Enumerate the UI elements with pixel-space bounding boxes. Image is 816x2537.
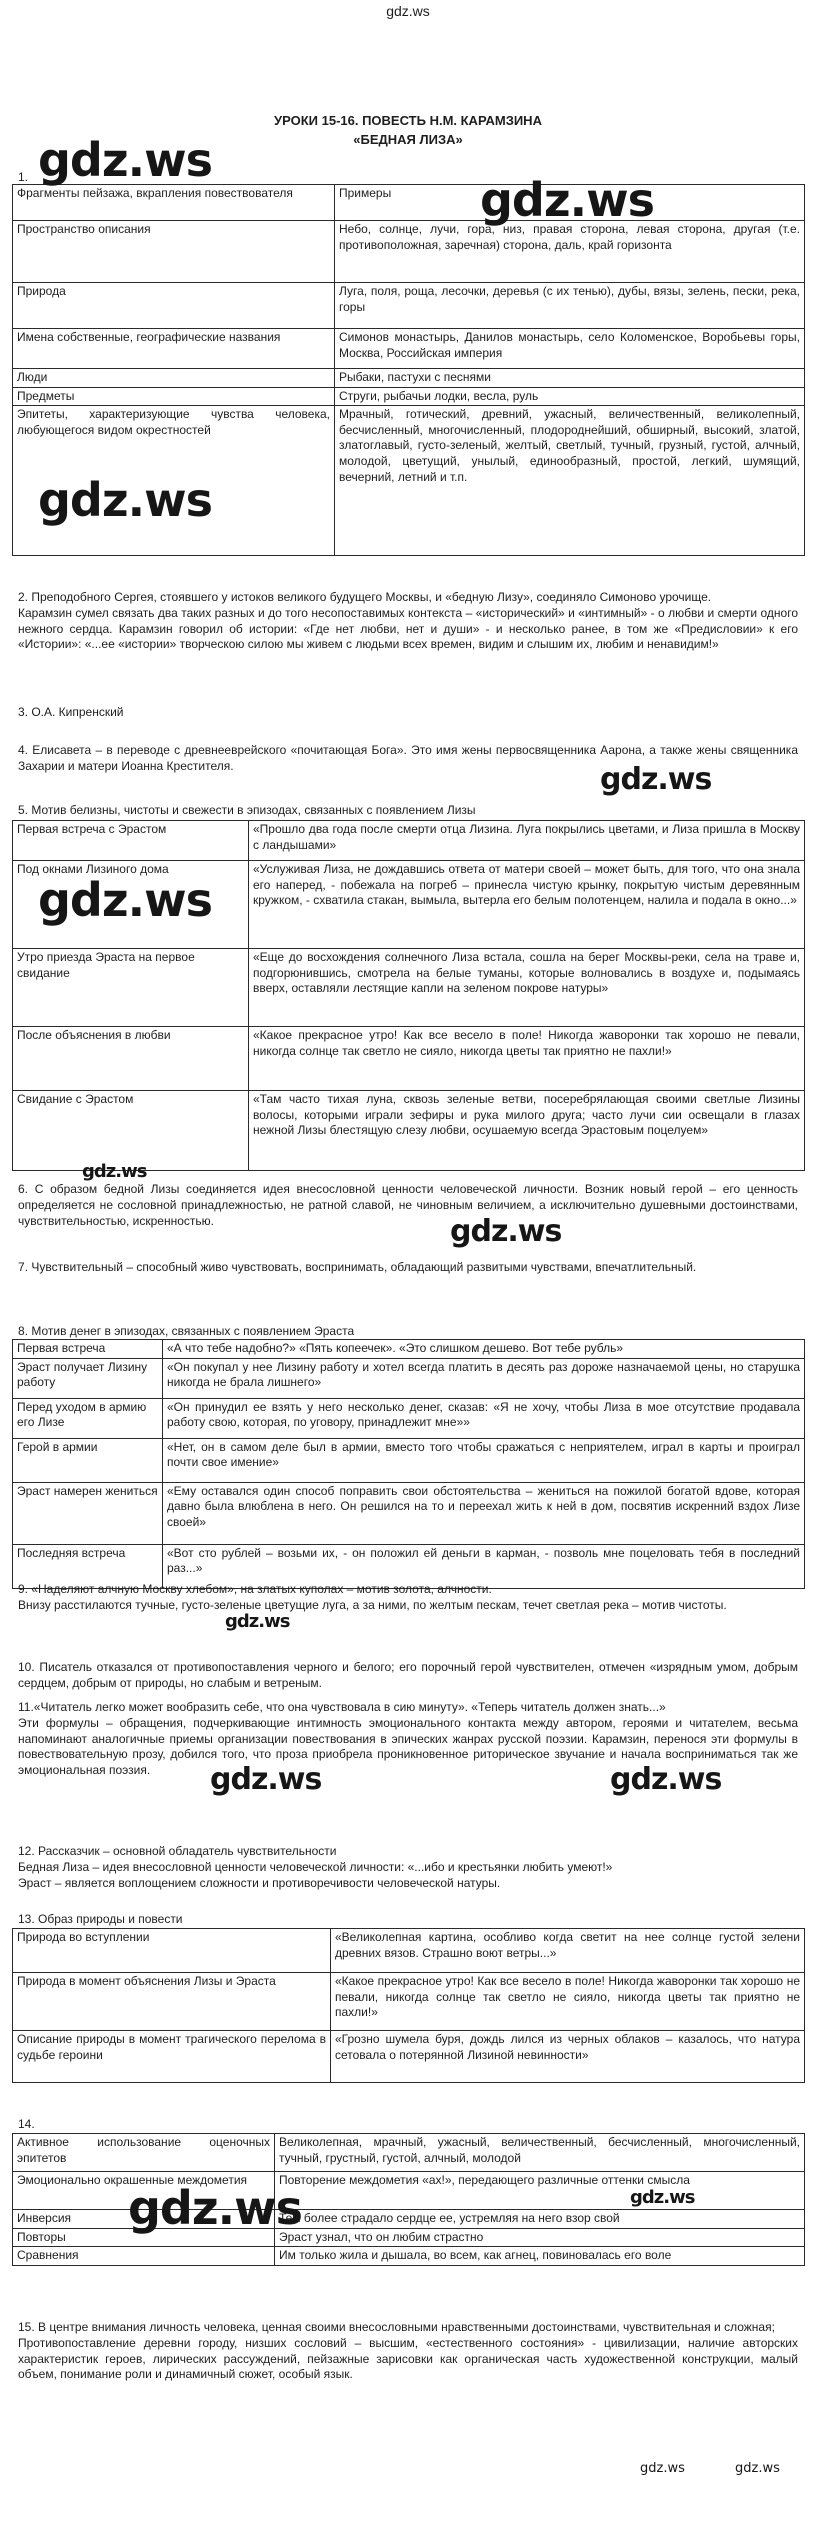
table-row: [13, 283, 805, 329]
page-subtitle: «БЕДНАЯ ЛИЗА»: [353, 132, 463, 147]
table-row: [13, 1398, 805, 1438]
table-cell: Тем более страдало сердце ее, устремляя на него взор свой: [275, 2210, 805, 2229]
table-row: [13, 1973, 805, 2031]
table-cell: Небо, солнце, лучи, гора, низ, правая сторона, левая сторона, другая (т.е. противоположная, заречная) сторона, даль, край горизонта: [335, 221, 805, 283]
table-row: [13, 329, 805, 369]
table-cell: «А что тебе надобно?» «Пять копеечек». «Это слишком дешево. Вот тебе рубль»: [163, 1340, 805, 1359]
watermark-logo: gdz.ws: [450, 1214, 562, 1249]
q7-text: 7. Чувствительный – способный живо чувствовать, воспринимать, обладающий развитыми чувствами, впечатлительный.: [18, 1260, 697, 1274]
table-header-cell: Фрагменты пейзажа, вкрапления повествователя: [13, 185, 335, 221]
table-row: [13, 1482, 805, 1544]
table-row: [13, 1340, 805, 1359]
table-cell: «Еще до восхождения солнечного Лиза встала, сошла на берег Москвы-реки, села на траве и, подгорюнившись, смотрела на белые туманы, которые волновались в воздухе и, подымаясь вверх, оставляли лестящие капли на зеленом покрове натуры»: [249, 949, 805, 1027]
table-cell: «Великолепная картина, особливо когда светит на нее солнце густой зелени древних вязов. Страшно воют ветры...»: [331, 1929, 805, 1973]
watermark-logo: gdz.ws: [38, 473, 212, 527]
table-cell: Последняя встреча: [13, 1544, 163, 1588]
q6-text: 6. С образом бедной Лизы соединяется идея внесословной ценности человеческой личности. Возник новый герой – его ценность определяется не сословной принадлежностью, не ратной славой, не чиновным величием, а исключительно душевными достоинствами, чувствительностью, искренностью.: [18, 1182, 798, 1228]
table-cell: Свидание с Эрастом: [13, 1091, 249, 1171]
table-row: [13, 221, 805, 283]
q4-text: 4. Елисавета – в переводе с древнееврейского «почитающая Бога». Это имя жены первосвященника Аарона, а также жены священника Захарии и матери Иоанна Крестителя.: [18, 743, 798, 773]
table-cell: Люди: [13, 369, 335, 388]
table-cell: Первая встреча с Эрастом: [13, 821, 249, 861]
table-cell: «Грозно шумела буря, дождь лился из черных облаков – казалось, что натура сетовала о потерянной Лизиной невинности»: [331, 2031, 805, 2083]
watermark-logo: gdz.ws: [735, 2461, 780, 2476]
q11-text: 11.«Читатель легко может вообразить себе, что она чувствовала в сию минуту». «Теперь читатель должен знать...» Эти формулы – обращения, подчеркивающие интимность эмоционального контакта между автором, героями и читателем, весьма напоминают аналогичные приемы организации повествования в эпических жанрах русской поэзии. Карамзин, перенося эти формулы в повествовательную прозу, добился того, что проза приобрела проникновенное риторическое звучание и начала восприниматься так же эмоциональная поэзия.: [18, 1700, 798, 1778]
table-cell: Пространство описания: [13, 221, 335, 283]
table-row: [13, 369, 805, 388]
page-title: УРОКИ 15-16. ПОВЕСТЬ Н.М. КАРАМЗИНА: [274, 113, 542, 128]
watermark-logo: gdz.ws: [600, 762, 712, 797]
table-cell: «Вот сто рублей – возьми их, - он положил ей деньги в карман, - позволь мне поцеловать тебя в последний раз...»: [163, 1544, 805, 1588]
table-cell: Великолепная, мрачный, ужасный, величественный, бесчисленный, многочисленный, тучный, грустный, густой, алчный, молодой: [275, 2134, 805, 2172]
q15-text: 15. В центре внимания личность человека, ценная своими внесословными нравственными достоинствами, чувствительная и сложная; Противопоставление деревни городу, низших сословий – высшим, «естественного состояния» - цивилизации, наличие авторских характеристик героев, лирических рассуждений, пейзажные зарисовки как органическая часть художественной конструкции, малый объем, понимание роли и динамичный сюжет, особый язык.: [18, 2320, 798, 2382]
table-cell: Предметы: [13, 387, 335, 406]
q14-number: 14.: [18, 2117, 35, 2131]
table-cell: После объяснения в любви: [13, 1027, 249, 1091]
table-cell: Природа в момент объяснения Лизы и Эраста: [13, 1973, 331, 2031]
table-row: [13, 2031, 805, 2083]
table-cell: Под окнами Лизиного дома: [13, 861, 249, 949]
table-cell: Эмоционально окрашенные междометия: [13, 2172, 275, 2210]
q3-text: 3. О.А. Кипренский: [18, 705, 124, 719]
table-cell: Им только жила и дышала, во всем, как агнец, повиновалась его воле: [275, 2247, 805, 2266]
q1-number: 1.: [18, 170, 29, 184]
table-cell: Природа: [13, 283, 335, 329]
q5-intro: 5. Мотив белизны, чистоты и свежести в эпизодах, связанных с появлением Лизы: [18, 803, 476, 817]
table-cell: «Он принудил ее взять у него несколько денег, сказав: «Я не хочу, чтобы Лиза в мое отсутствие продавала работу свою, которая, по уговору, принадлежит мне»»: [163, 1398, 805, 1438]
table-cell: Герой в армии: [13, 1438, 163, 1482]
table-row: [13, 1358, 805, 1398]
table-row: [13, 1438, 805, 1482]
watermark-logo: gdz.ws: [225, 1611, 290, 1632]
table-cell: Повторы: [13, 2228, 275, 2247]
table-cell: Эпитеты, характеризующие чувства человека, любующегося видом окрестностей: [13, 406, 335, 556]
table-row: [13, 1929, 805, 1973]
q12-text: 12. Рассказчик – основной обладатель чувствительности Бедная Лиза – идея внесословной ценности человеческой личности: «...ибо и крестьянки любить умеют!» Эраст – является воплощением сложности и противоречивости человеческой натуры.: [18, 1844, 613, 1890]
table-row: [13, 2247, 805, 2266]
table-cell: «Какое прекрасное утро! Как все весело в поле! Никогда жаворонки так хорошо не певали, никогда солнце так светло не сияло, никогда цветы так приятно не пахли!»: [331, 1973, 805, 2031]
table-cell: «Он покупал у нее Лизину работу и хотел всегда платить в десять раз дороже назначаемой цены, но старушка никогда не брала лишнего»: [163, 1358, 805, 1398]
q9-text: 9. «Наделяют алчную Москву хлебом», на златых куполах – мотив золота, алчности. Внизу расстилаются тучные, густо-зеленые цветущие луга, а за ними, по желтым пескам, течет светлая река – мотив чистоты.: [18, 1582, 727, 1612]
table-cell: Природа во вступлении: [13, 1929, 331, 1973]
table-cell: Повторение междометия «ах!», передающего различные оттенки смысла: [275, 2172, 805, 2210]
watermark-logo: gdz.ws: [38, 873, 212, 927]
table-row: [13, 2134, 805, 2172]
table-cell: Луга, поля, роща, лесочки, деревья (с их тенью), дубы, вязы, зелень, пески, река, горы: [335, 283, 805, 329]
watermark-logo: gdz.ws: [610, 1762, 722, 1797]
table-cell: Имена собственные, географические названия: [13, 329, 335, 369]
table-cell: «Какое прекрасное утро! Как все весело в поле! Никогда жаворонки так хорошо не певали, никогда солнце так светло не сияло, никогда цветы так приятно не пахли!»: [249, 1027, 805, 1091]
table-cell: «Прошло два года после смерти отца Лизина. Луга покрылись цветами, и Лиза пришла в Москву с ландышами»: [249, 821, 805, 861]
table-cell: Мрачный, готический, древний, ужасный, величественный, великолепный, бесчисленный, многочисленный, плодороднейший, обширный, высокий, златой, златоглавый, густо-зеленый, желтый, светлый, тучный, грузный, густой, алчный, молодой, цветущий, унылый, единообразный, простой, легкий, шумящий, вечерний, летний и т.п.: [335, 406, 805, 556]
watermark-logo: gdz.ws: [82, 1161, 147, 1182]
table-cell: Эраст узнал, что он любим страстно: [275, 2228, 805, 2247]
table-cell: Рыбаки, пастухи с песнями: [335, 369, 805, 388]
table-cell: Первая встреча: [13, 1340, 163, 1359]
table-cell: Эраст намерен жениться: [13, 1482, 163, 1544]
watermark-logo: gdz.ws: [640, 2461, 685, 2476]
table-row: [13, 387, 805, 406]
table-row: [13, 1027, 805, 1091]
top-watermark: gdz.ws: [386, 3, 430, 19]
table-cell: «Услуживая Лиза, не дождавшись ответа от матери своей – может быть, для того, что она знала его наперед, - побежала на погреб – принесла чистую крынку, покрытую чистым деревянным кружком, - схватила стакан, вымыла, вытерла его белым полотенцем, налила и подала в окно...»: [249, 861, 805, 949]
table-row: [13, 821, 805, 861]
watermark-logo: gdz.ws: [630, 2187, 695, 2208]
watermark-logo: gdz.ws: [38, 133, 212, 187]
table-cell: «Ему оставался один способ поправить свои обстоятельства – жениться на пожилой богатой вдове, которая давно была влюблена в него. Он решился на то и переехал жить к ней в дом, посвятив искренний вздох Лизе своей»: [163, 1482, 805, 1544]
table-cell: Симонов монастырь, Данилов монастырь, село Коломенское, Воробьевы горы, Москва, Российская империя: [335, 329, 805, 369]
q13-table: [12, 1928, 805, 2083]
q10-text: 10. Писатель отказался от противопоставления черного и белого; его порочный герой чувствителен, отмечен «изрядным умом, добрым сердцем, добрым от природы, но слабым и ветреным.: [18, 1660, 798, 1690]
table-cell: Сравнения: [13, 2247, 275, 2266]
table-cell: Эраст получает Лизину работу: [13, 1358, 163, 1398]
table-row: [13, 949, 805, 1027]
q13-intro: 13. Образ природы и повести: [18, 1912, 183, 1926]
table-row: [13, 1091, 805, 1171]
table-cell: «Там часто тихая луна, сквозь зеленые ветви, посеребрялающая своими светлые Лизины волосы, которыми играли зефиры и рука милого друга; часто лучи сии освещали в глазах нежной Лизы блестящую слезу любви, осушаемую всегда Эрастовым поцелуем»: [249, 1091, 805, 1171]
q2-text: 2. Преподобного Сергея, стоявшего у истоков великого будущего Москвы, и «бедную Лизу», соединяло Симоново урочище. Карамзин сумел связать два таких разных и до того несопоставимых контекста – «исторический» и «интимный» - о любви и смерти одного нежного сердца. Карамзин говорил об истории: «Где нет любви, нет и души» - и несколько ранее, в том же «Предисловии» к его «Истории»: «...ее «истории» творческою силою мы живем с людьми всех времен, видим и слышим их, любим и ненавидим!»: [18, 590, 798, 652]
table-cell: Струги, рыбачьи лодки, весла, руль: [335, 387, 805, 406]
watermark-logo: gdz.ws: [128, 2181, 302, 2235]
table-cell: Утро приезда Эраста на первое свидание: [13, 949, 249, 1027]
q8-intro: 8. Мотив денег в эпизодах, связанных с появлением Эраста: [18, 1324, 355, 1338]
watermark-logo: gdz.ws: [210, 1762, 322, 1797]
table-cell: Активное использование оценочных эпитетов: [13, 2134, 275, 2172]
table-cell: Инверсия: [13, 2210, 275, 2229]
table-cell: Перед уходом в армию его Лизе: [13, 1398, 163, 1438]
table-header-cell: Примеры: [335, 185, 805, 221]
table-cell: Описание природы в момент трагического перелома в судьбе героини: [13, 2031, 331, 2083]
q8-table: [12, 1339, 805, 1589]
table-cell: «Нет, он в самом деле был в армии, вместо того чтобы сражаться с неприятелем, играл в карты и проиграл почти свое имение»: [163, 1438, 805, 1482]
watermark-logo: gdz.ws: [480, 173, 654, 227]
